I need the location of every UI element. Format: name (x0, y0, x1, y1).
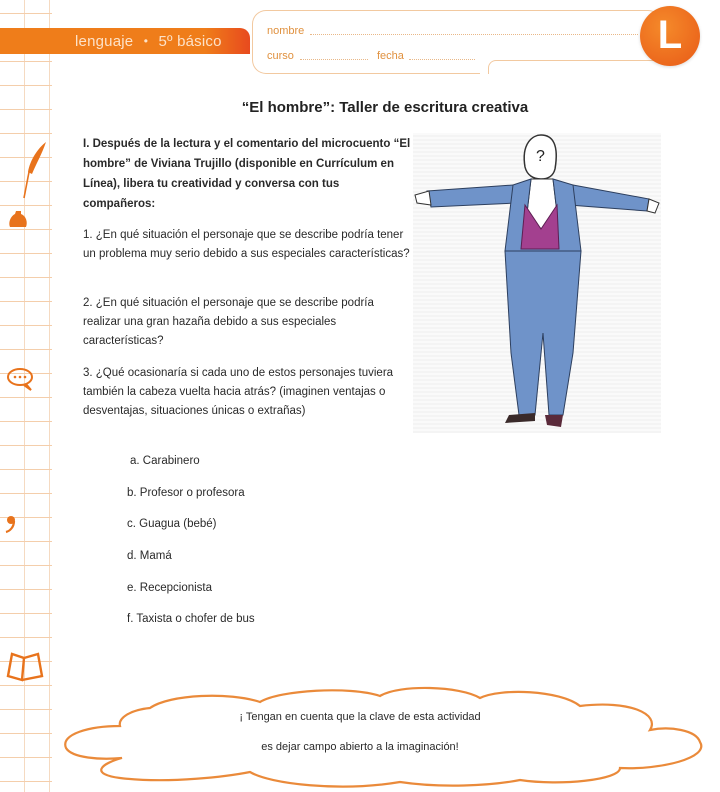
question-3: 3. ¿Qué ocasionaría si cada uno de estos personajes tuviera también la cabeza vuelta hacia atrás? (imaginen ventajas o desventajas, situaciones únicas o extrañas) (83, 367, 394, 417)
cloud-callout (60, 676, 720, 792)
cloud-note-line-1: ¡ Tengan en cuenta que la clave de esta actividad (239, 711, 481, 723)
separator-dot: • (143, 34, 149, 48)
course-field[interactable] (300, 59, 368, 60)
option-c: c. Guagua (bebé) (127, 518, 217, 530)
subject-banner (0, 28, 250, 54)
comma-icon (3, 514, 17, 534)
option-d: d. Mamá (127, 550, 172, 562)
date-field[interactable] (409, 59, 475, 60)
speech-bubble-icon (6, 366, 36, 392)
svg-text:?: ? (536, 148, 545, 165)
option-b: b. Profesor o profesora (127, 487, 245, 499)
inkwell-icon (7, 210, 29, 228)
subject-label: lenguaje (75, 33, 134, 50)
grade-label: 5º básico (158, 33, 222, 50)
option-e: e. Recepcionista (127, 582, 213, 594)
option-f: f. Taxista o chofer de bus (127, 613, 255, 625)
man-figure-icon (413, 133, 661, 433)
name-label: nombre (267, 25, 305, 37)
cloud-note-line-2: es dejar campo abierto a la imaginación! (261, 741, 459, 753)
page-title: “El hombre”: Taller de escritura creativa (241, 99, 529, 116)
question-1: 1. ¿En qué situación el personaje que se describe podría tener un problema muy serio debido a sus especiales características? (83, 229, 410, 260)
open-book-icon (4, 650, 44, 682)
date-label: fecha (377, 50, 404, 62)
option-a: a. Carabinero (130, 455, 200, 467)
form-box-tab-edge (488, 60, 660, 74)
subject-logo: L (640, 6, 700, 66)
quill-pen-icon (20, 140, 50, 200)
faceless-man-illustration (413, 133, 661, 433)
course-label: curso (267, 50, 294, 62)
name-field[interactable] (310, 34, 638, 35)
intro-instructions: I. Después de la lectura y el comentario del microcuento “El hombre” de Viviana Trujillo (disponible en Currículum en Línea), libera tu creatividad y conversa con tus compañeros: (83, 138, 411, 210)
question-2: 2. ¿En qué situación el personaje que se describe podría realizar una gran hazaña debido a sus especiales características? (83, 297, 374, 347)
